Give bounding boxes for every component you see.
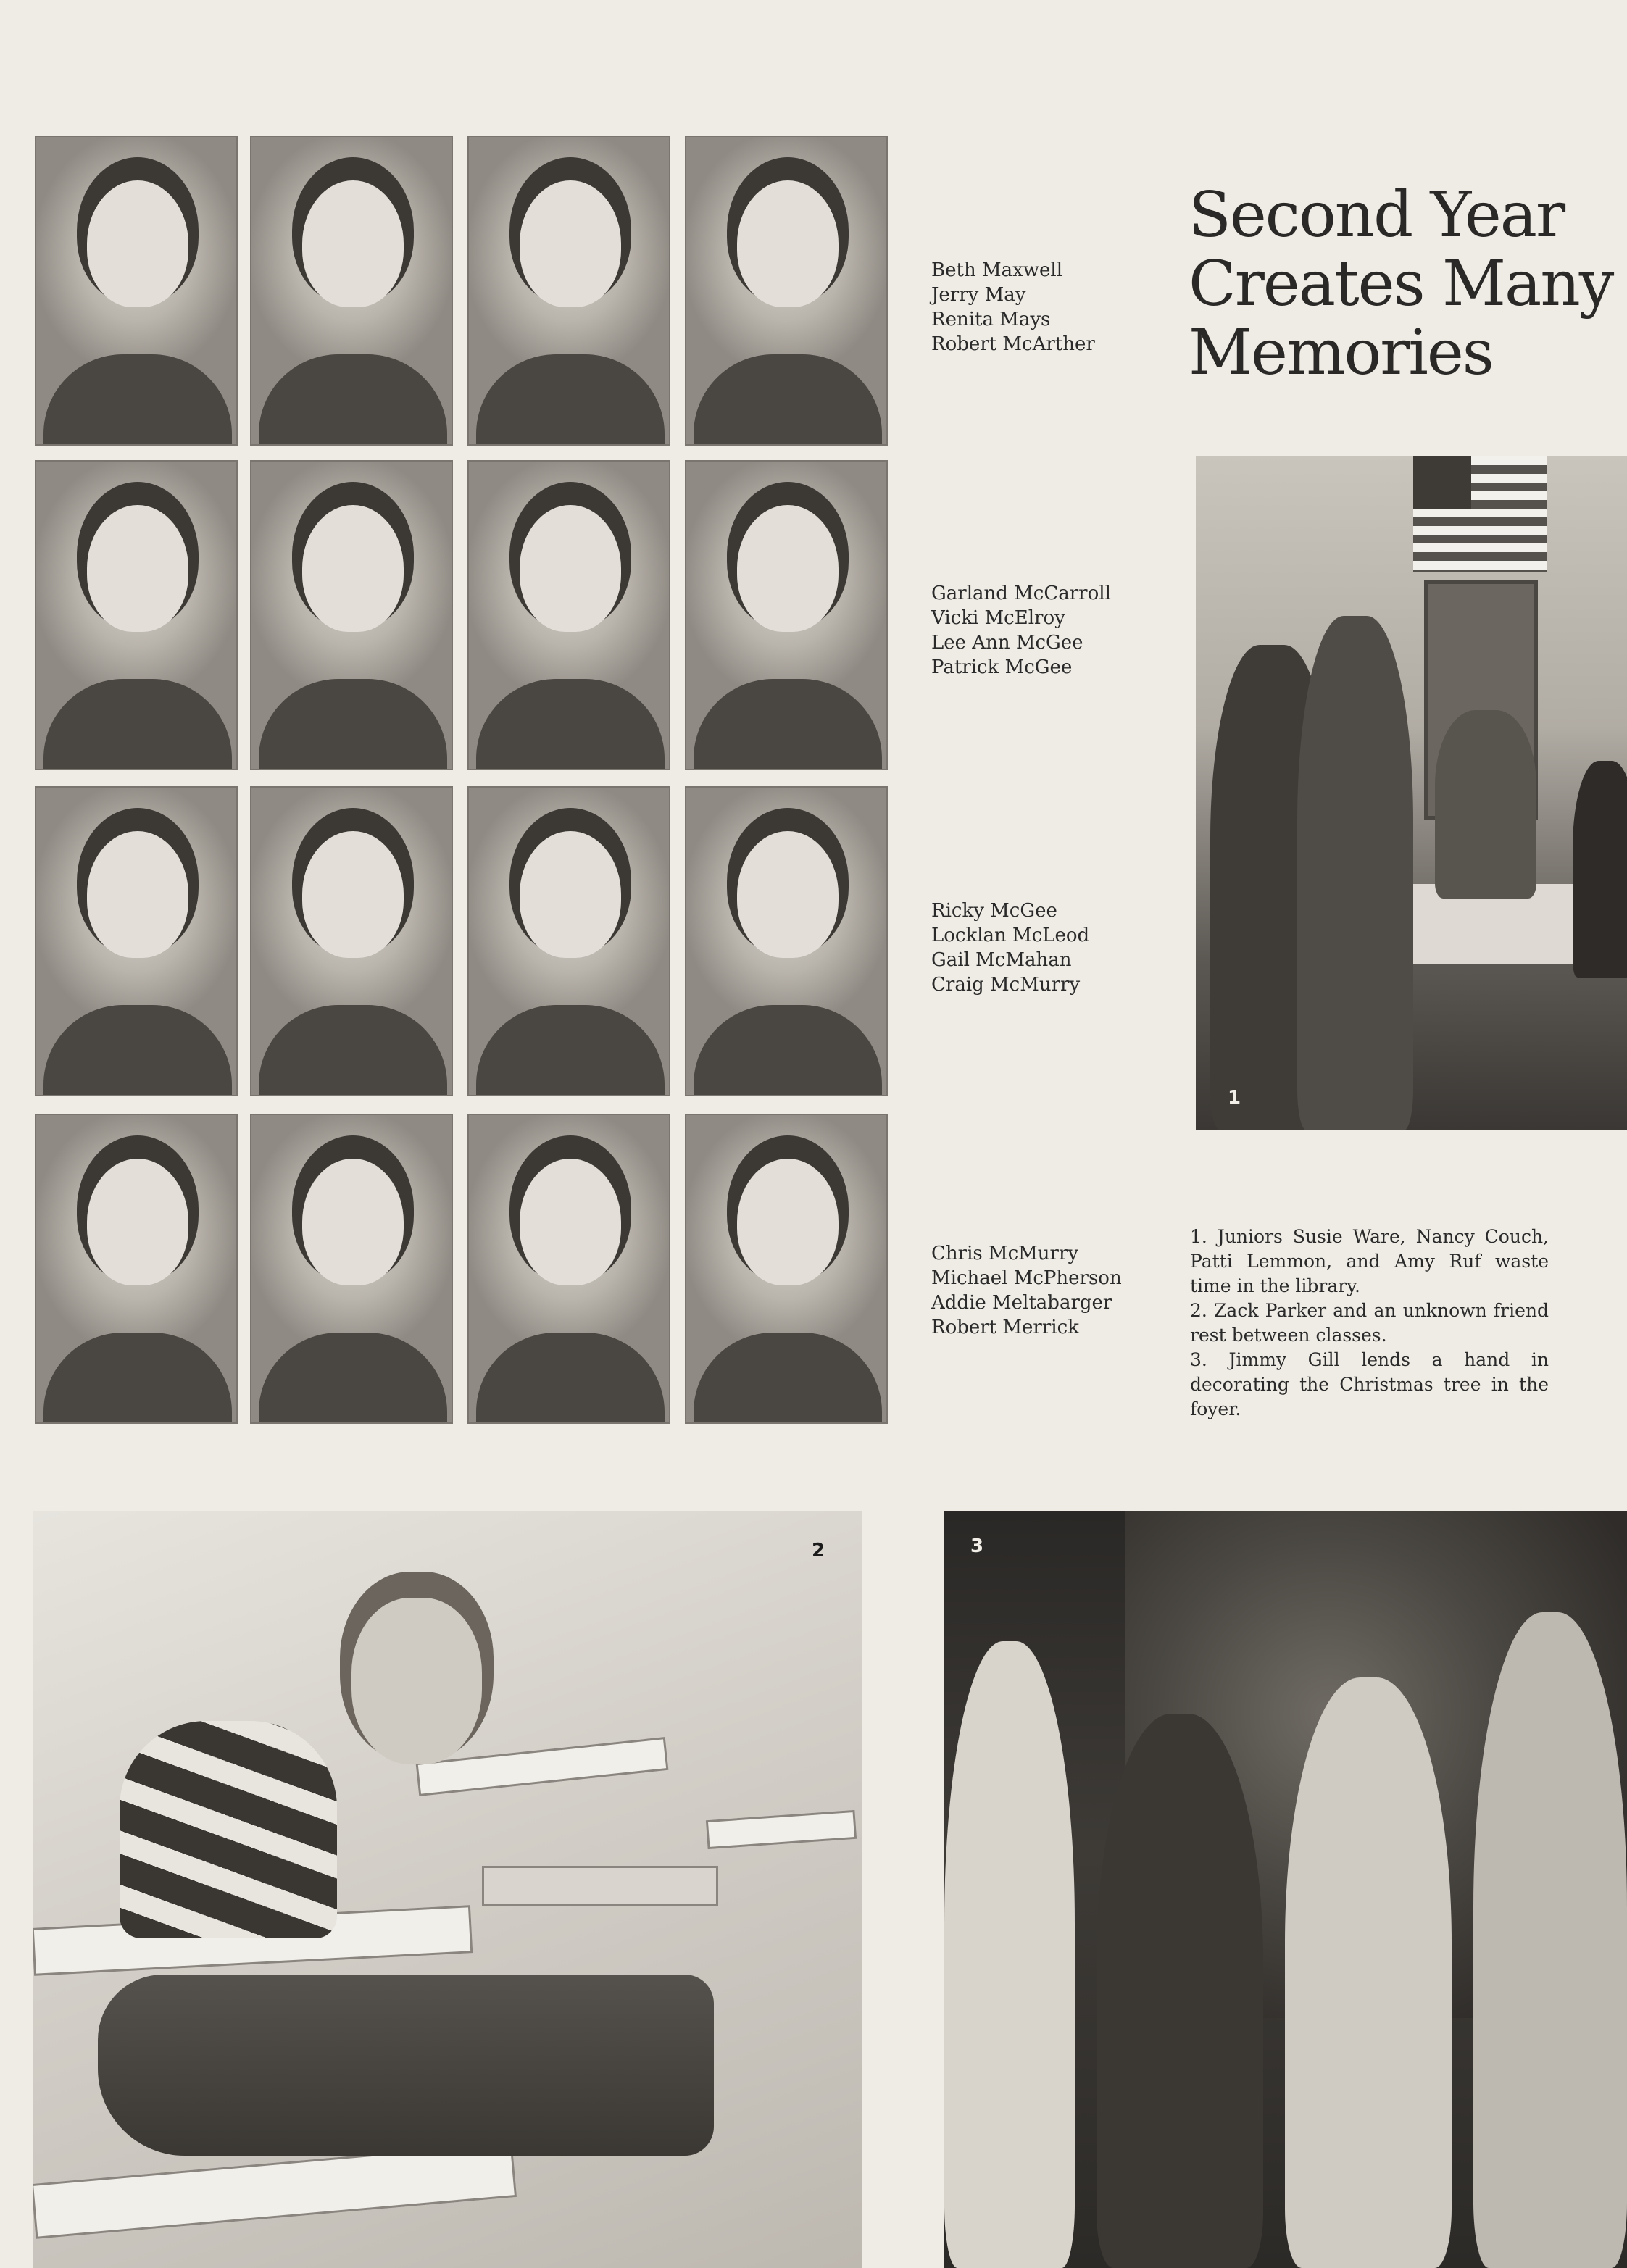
portrait-michael-mcpherson bbox=[250, 1114, 453, 1424]
portrait-vicki-mcelroy bbox=[250, 460, 453, 770]
photo-captions bbox=[1190, 1225, 1549, 1422]
photo-number: 2 bbox=[812, 1540, 825, 1562]
portrait-addie-meltabarger bbox=[467, 1114, 670, 1424]
student-name: Renita Mays bbox=[931, 309, 1051, 330]
name-list-row-4 bbox=[931, 1241, 1170, 1340]
headline-line: Creates Many bbox=[1189, 248, 1613, 320]
portrait-beth-maxwell bbox=[35, 136, 238, 446]
portrait-ricky-mcgee bbox=[35, 786, 238, 1096]
student-name: Garland McCarroll bbox=[931, 583, 1111, 604]
student-name: Locklan McLeod bbox=[931, 925, 1090, 946]
portrait-locklan-mcleod bbox=[250, 786, 453, 1096]
student-name: Chris McMurry bbox=[931, 1243, 1079, 1264]
caption-2: 2. Zack Parker and an unknown friend rest between classes. bbox=[1190, 1300, 1549, 1346]
student-name: Robert Merrick bbox=[931, 1317, 1079, 1338]
portrait-craig-mcmurry bbox=[685, 786, 888, 1096]
portrait-robert-mcarther bbox=[685, 136, 888, 446]
headline-line: Memories bbox=[1189, 317, 1493, 389]
student-name: Vicki McElroy bbox=[931, 607, 1065, 629]
photo-classroom bbox=[33, 1511, 862, 2268]
photo-christmas-tree bbox=[944, 1511, 1627, 2268]
portrait-gail-mcmahan bbox=[467, 786, 670, 1096]
portrait-patrick-mcgee bbox=[685, 460, 888, 770]
name-list-row-2 bbox=[931, 581, 1170, 680]
photo-library bbox=[1196, 456, 1627, 1130]
student-name: Lee Ann McGee bbox=[931, 632, 1083, 654]
page-headline bbox=[1189, 179, 1613, 389]
portrait-chris-mcmurry bbox=[35, 1114, 238, 1424]
student-name: Robert McArther bbox=[931, 333, 1095, 355]
student-name: Addie Meltabarger bbox=[931, 1292, 1112, 1314]
portrait-renita-mays bbox=[467, 136, 670, 446]
photo-number: 3 bbox=[970, 1535, 984, 1557]
student-name: Michael McPherson bbox=[931, 1267, 1122, 1289]
portrait-jerry-may bbox=[250, 136, 453, 446]
student-name: Ricky McGee bbox=[931, 900, 1057, 922]
student-name: Jerry May bbox=[931, 284, 1026, 306]
photo-number: 1 bbox=[1228, 1087, 1241, 1109]
student-name: Craig McMurry bbox=[931, 974, 1081, 996]
name-list-row-3 bbox=[931, 899, 1170, 997]
portrait-garland-mccarroll bbox=[35, 460, 238, 770]
student-name: Gail McMahan bbox=[931, 949, 1072, 971]
student-name: Beth Maxwell bbox=[931, 259, 1063, 281]
caption-3: 3. Jimmy Gill lends a hand in decorating the Christmas tree in the foyer. bbox=[1190, 1349, 1549, 1419]
headline-line: Second Year bbox=[1189, 179, 1565, 251]
portrait-robert-merrick bbox=[685, 1114, 888, 1424]
caption-1: 1. Juniors Susie Ware, Nancy Couch, Patti Lemmon, and Amy Ruf waste time in the library. bbox=[1190, 1226, 1549, 1296]
portrait-lee-ann-mcgee bbox=[467, 460, 670, 770]
flag-icon bbox=[1413, 456, 1547, 572]
student-name: Patrick McGee bbox=[931, 656, 1073, 678]
name-list-row-1 bbox=[931, 258, 1170, 357]
